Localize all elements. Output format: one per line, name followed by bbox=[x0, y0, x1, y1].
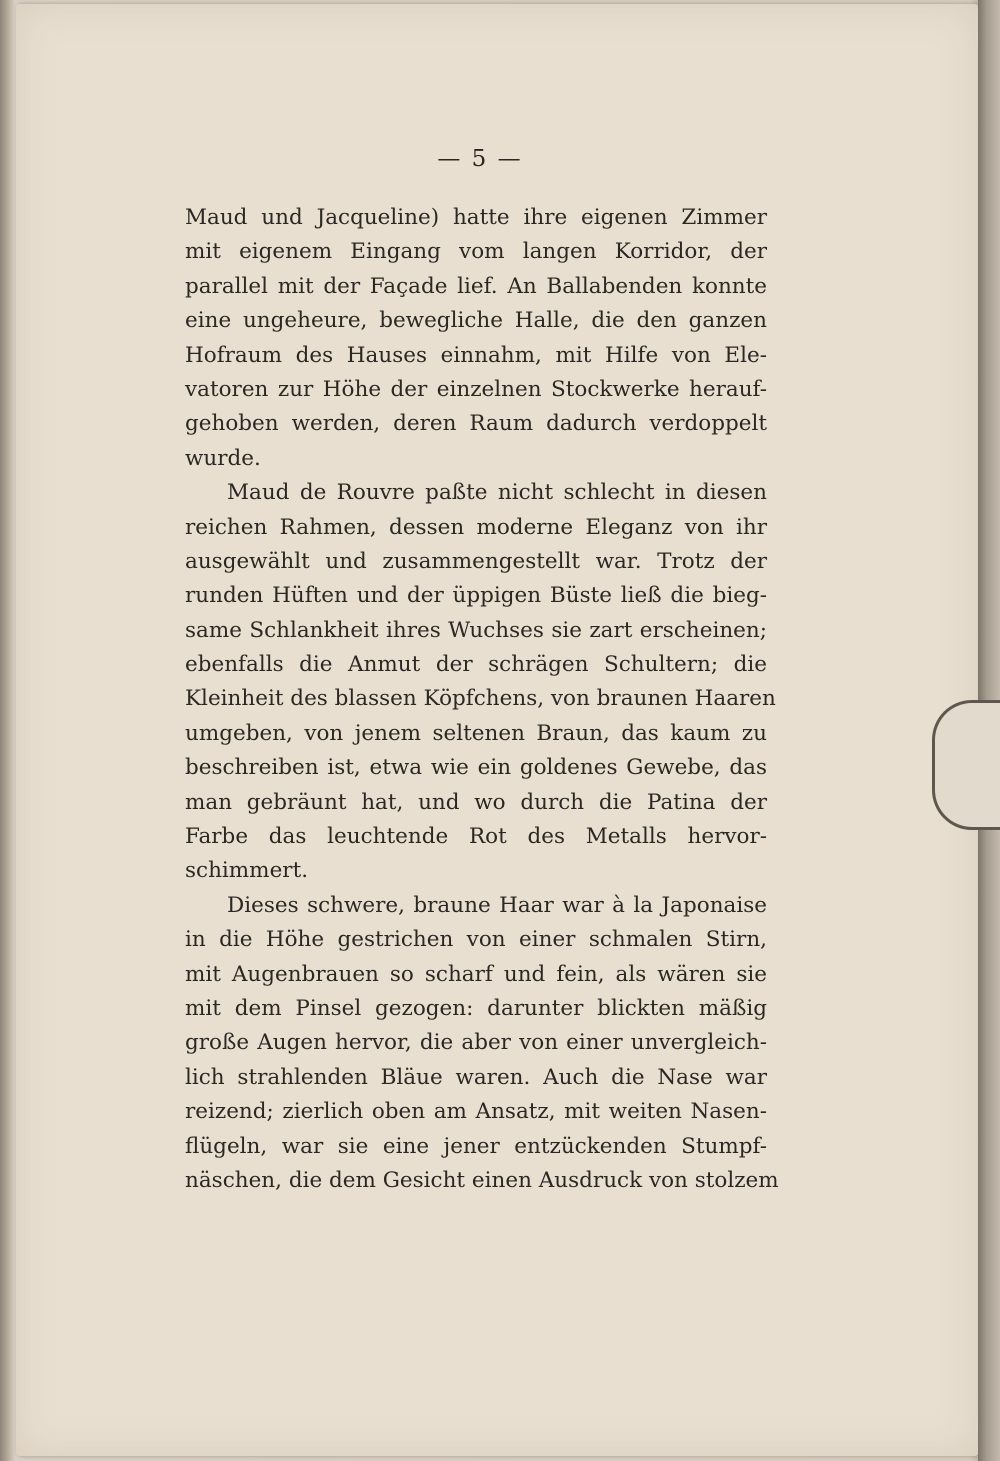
text-line: ebenfalls die Anmut der schrägen Schultern; die bbox=[185, 652, 767, 678]
text-line: Hofraum des Hauses einnahm, mit Hilfe von Ele- bbox=[185, 342, 767, 368]
text-line: Dieses schwere, braune Haar war à la Japonaise bbox=[227, 892, 767, 918]
text-line: lich strahlenden Bläue waren. Auch die Nase war bbox=[185, 1064, 767, 1090]
text-line: man gebräunt hat, und wo durch die Patina der bbox=[185, 789, 767, 815]
text-line: umgeben, von jenem seltenen Braun, das kaum zu bbox=[185, 720, 767, 746]
text-line: näschen, die dem Gesicht einen Ausdruck von stolzem bbox=[185, 1167, 779, 1193]
text-line: flügeln, war sie eine jener entzückenden Stumpf- bbox=[185, 1133, 767, 1159]
text-line: Kleinheit des blassen Köpfchens, von braunen Haaren bbox=[185, 686, 776, 712]
page-number: — 5 — bbox=[437, 146, 523, 172]
left-page-edge bbox=[0, 0, 14, 1461]
text-line: Maud de Rouvre paßte nicht schlecht in diesen bbox=[227, 480, 767, 506]
text-line: Farbe das leuchtende Rot des Metalls hervor- bbox=[185, 824, 767, 850]
text-line: ausgewählt und zusammengestellt war. Trotz der bbox=[185, 548, 767, 574]
text-line: große Augen hervor, die aber von einer unvergleich- bbox=[185, 1030, 767, 1056]
body-text bbox=[185, 201, 779, 1198]
page-clip-tab bbox=[932, 700, 1000, 830]
text-line: in die Höhe gestrichen von einer schmalen Stirn, bbox=[185, 927, 767, 953]
text-line: mit Augenbrauen so scharf und fein, als wären sie bbox=[185, 961, 767, 987]
text-line: beschreiben ist, etwa wie ein goldenes Gewebe, das bbox=[185, 755, 767, 781]
text-line: mit eigenem Eingang vom langen Korridor, der bbox=[185, 239, 767, 265]
text-line: parallel mit der Façade lief. An Ballabenden konnte bbox=[185, 273, 767, 299]
text-line: wurde. bbox=[185, 445, 261, 471]
text-line: Maud und Jacqueline) hatte ihre eigenen Zimmer bbox=[185, 205, 767, 230]
text-line: reizend; zierlich oben am Ansatz, mit weiten Nasen- bbox=[185, 1099, 767, 1125]
text-line: reichen Rahmen, dessen moderne Eleganz von ihr bbox=[185, 514, 767, 540]
text-line: runden Hüften und der üppigen Büste ließ die bieg- bbox=[185, 583, 767, 609]
text-line: schimmert. bbox=[185, 858, 309, 884]
text-line: vatoren zur Höhe der einzelnen Stockwerke herauf- bbox=[185, 376, 767, 402]
text-line: gehoben werden, deren Raum dadurch verdoppelt bbox=[185, 411, 767, 437]
text-line: mit dem Pinsel gezogen: darunter blickten mäßig bbox=[185, 995, 767, 1021]
text-line: same Schlankheit ihres Wuchses sie zart erscheinen; bbox=[185, 617, 767, 643]
text-line: eine ungeheure, bewegliche Halle, die den ganzen bbox=[185, 308, 767, 334]
